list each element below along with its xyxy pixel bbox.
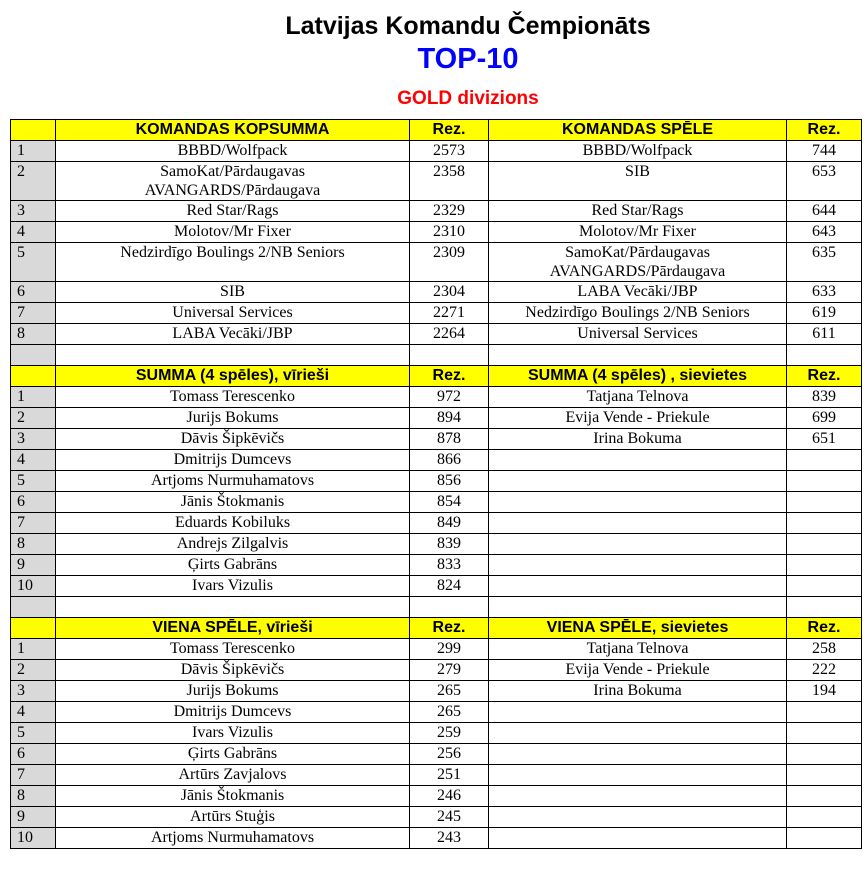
- right-rez-cell: 644: [787, 201, 862, 222]
- rank-cell: 1: [11, 141, 56, 162]
- left-rez-cell: 246: [410, 786, 489, 807]
- right-name-cell: Irina Bokuma: [489, 681, 787, 702]
- right-rez-cell: 619: [787, 303, 862, 324]
- empty-cell: [787, 345, 862, 366]
- left-name-cell: Dmitrijs Dumcevs: [56, 702, 410, 723]
- right-name-cell: [489, 723, 787, 744]
- section-header-row: [11, 120, 862, 141]
- right-name-cell: Nedzirdīgo Boulings 2/NB Seniors: [489, 303, 787, 324]
- right-rez-cell: [787, 744, 862, 765]
- right-name-cell: SIB: [489, 162, 787, 201]
- rank-cell: 8: [11, 786, 56, 807]
- table-row: [11, 141, 862, 162]
- left-name-cell: Artūrs Zavjalovs: [56, 765, 410, 786]
- table-row: [11, 324, 862, 345]
- right-rez-cell: 222: [787, 660, 862, 681]
- right-rez-cell: 611: [787, 324, 862, 345]
- right-column-header: VIENA SPĒLE, sievietes: [489, 618, 787, 639]
- table-row: [11, 723, 862, 744]
- document-subtitle: TOP-10: [417, 43, 519, 75]
- right-name-cell: [489, 786, 787, 807]
- right-name-cell: Tatjana Telnova: [489, 639, 787, 660]
- table-row: [11, 807, 862, 828]
- rank-cell: 6: [11, 282, 56, 303]
- rank-cell: 8: [11, 534, 56, 555]
- table-row: [11, 408, 862, 429]
- rank-cell: 1: [11, 639, 56, 660]
- left-name-cell: Dmitrijs Dumcevs: [56, 450, 410, 471]
- right-name-cell: Evija Vende - Priekule: [489, 408, 787, 429]
- right-rez-cell: [787, 513, 862, 534]
- right-name-cell: [489, 534, 787, 555]
- right-name-cell: Tatjana Telnova: [489, 387, 787, 408]
- rank-cell: 4: [11, 702, 56, 723]
- right-name-cell: BBBD/Wolfpack: [489, 141, 787, 162]
- right-rez-cell: [787, 828, 862, 849]
- rank-cell: [11, 597, 56, 618]
- left-name-cell: SIB: [56, 282, 410, 303]
- empty-cell: [489, 345, 787, 366]
- right-name-cell: [489, 807, 787, 828]
- left-name-cell: Artjoms Nurmuhamatovs: [56, 828, 410, 849]
- table-row: [11, 513, 862, 534]
- left-name-cell: Molotov/Mr Fixer: [56, 222, 410, 243]
- right-rez-cell: 635: [787, 243, 862, 282]
- right-name-cell: [489, 828, 787, 849]
- right-rez-cell: 839: [787, 387, 862, 408]
- left-rez-cell: 866: [410, 450, 489, 471]
- right-name-cell: [489, 513, 787, 534]
- rank-cell: 7: [11, 513, 56, 534]
- left-name-cell: Ivars Vizulis: [56, 576, 410, 597]
- section-header-row: [11, 618, 862, 639]
- right-rez-cell: [787, 702, 862, 723]
- left-rez-cell: 878: [410, 429, 489, 450]
- rank-cell: 5: [11, 471, 56, 492]
- right-rez-cell: [787, 555, 862, 576]
- left-rez-cell: 972: [410, 387, 489, 408]
- right-name-cell: LABA Vecāki/JBP: [489, 282, 787, 303]
- left-name-cell: Jānis Štokmanis: [56, 492, 410, 513]
- results-table: [10, 119, 862, 849]
- left-name-cell: LABA Vecāki/JBP: [56, 324, 410, 345]
- table-row: [11, 429, 862, 450]
- empty-cell: [787, 597, 862, 618]
- right-rez-cell: 194: [787, 681, 862, 702]
- table-row: [11, 303, 862, 324]
- rank-cell: 4: [11, 222, 56, 243]
- left-name-cell: Jurijs Bokums: [56, 408, 410, 429]
- left-rez-cell: 259: [410, 723, 489, 744]
- table-row: [11, 222, 862, 243]
- left-name-cell: Ivars Vizulis: [56, 723, 410, 744]
- left-name-cell: Jānis Štokmanis: [56, 786, 410, 807]
- right-rez-cell: 653: [787, 162, 862, 201]
- table-row: [11, 576, 862, 597]
- left-column-header: KOMANDAS KOPSUMMA: [56, 120, 410, 141]
- right-rez-cell: [787, 492, 862, 513]
- right-rez-cell: 699: [787, 408, 862, 429]
- header-blank: [11, 366, 56, 387]
- rank-cell: [11, 345, 56, 366]
- table-row: [11, 744, 862, 765]
- right-rez-cell: [787, 576, 862, 597]
- rank-cell: 7: [11, 303, 56, 324]
- section-header-row: [11, 366, 862, 387]
- right-name-cell: [489, 576, 787, 597]
- rank-cell: 3: [11, 429, 56, 450]
- table-row: [11, 162, 862, 201]
- left-name-cell: Dāvis Šipkēvičs: [56, 429, 410, 450]
- table-row: [11, 681, 862, 702]
- rank-cell: 4: [11, 450, 56, 471]
- table-row: [11, 387, 862, 408]
- left-rez-cell: 265: [410, 702, 489, 723]
- rank-cell: 5: [11, 243, 56, 282]
- table-row: [11, 828, 862, 849]
- left-rez-cell: 839: [410, 534, 489, 555]
- header-blank: [11, 120, 56, 141]
- right-rez-cell: [787, 786, 862, 807]
- right-rez-cell: 643: [787, 222, 862, 243]
- spacer-row: [11, 345, 862, 366]
- right-rez-header: Rez.: [787, 120, 862, 141]
- table-row: [11, 450, 862, 471]
- left-name-cell: Universal Services: [56, 303, 410, 324]
- left-name-cell: Tomass Terescenko: [56, 639, 410, 660]
- empty-cell: [56, 597, 410, 618]
- left-name-cell: Dāvis Šipkēvičs: [56, 660, 410, 681]
- right-rez-cell: [787, 450, 862, 471]
- rank-cell: 6: [11, 492, 56, 513]
- right-name-cell: [489, 492, 787, 513]
- table-row: [11, 243, 862, 282]
- right-name-cell: [489, 471, 787, 492]
- left-rez-cell: 854: [410, 492, 489, 513]
- right-rez-cell: 744: [787, 141, 862, 162]
- left-rez-header: Rez.: [410, 120, 489, 141]
- left-name-cell: Nedzirdīgo Boulings 2/NB Seniors: [56, 243, 410, 282]
- right-rez-cell: [787, 471, 862, 492]
- rank-cell: 10: [11, 828, 56, 849]
- right-column-header: KOMANDAS SPĒLE: [489, 120, 787, 141]
- left-rez-cell: 833: [410, 555, 489, 576]
- left-rez-cell: 824: [410, 576, 489, 597]
- table-row: [11, 282, 862, 303]
- left-rez-cell: 2271: [410, 303, 489, 324]
- left-rez-cell: 245: [410, 807, 489, 828]
- right-rez-cell: [787, 534, 862, 555]
- table-row: [11, 786, 862, 807]
- table-row: [11, 702, 862, 723]
- table-row: [11, 201, 862, 222]
- spacer-row: [11, 597, 862, 618]
- left-rez-cell: 2304: [410, 282, 489, 303]
- left-rez-cell: 251: [410, 765, 489, 786]
- right-name-cell: [489, 555, 787, 576]
- rank-cell: 8: [11, 324, 56, 345]
- table-row: [11, 492, 862, 513]
- table-row: [11, 534, 862, 555]
- left-rez-cell: 243: [410, 828, 489, 849]
- left-rez-cell: 2310: [410, 222, 489, 243]
- right-column-header: SUMMA (4 spēles) , sievietes: [489, 366, 787, 387]
- left-name-cell: Ģirts Gabrāns: [56, 744, 410, 765]
- right-name-cell: [489, 765, 787, 786]
- right-name-cell: Red Star/Rags: [489, 201, 787, 222]
- left-rez-cell: 2309: [410, 243, 489, 282]
- left-rez-cell: 2329: [410, 201, 489, 222]
- left-rez-cell: 2573: [410, 141, 489, 162]
- left-rez-cell: 2358: [410, 162, 489, 201]
- left-column-header: SUMMA (4 spēles), vīrieši: [56, 366, 410, 387]
- division-label: GOLD divizions: [397, 88, 539, 109]
- table-row: [11, 660, 862, 681]
- table-row: [11, 639, 862, 660]
- left-rez-cell: 256: [410, 744, 489, 765]
- left-rez-cell: 2264: [410, 324, 489, 345]
- rank-cell: 3: [11, 201, 56, 222]
- right-name-cell: [489, 450, 787, 471]
- right-name-cell: [489, 702, 787, 723]
- left-name-cell: SamoKat/Pārdaugavas AVANGARDS/Pārdaugava: [56, 162, 410, 201]
- right-name-cell: Universal Services: [489, 324, 787, 345]
- table-row: [11, 765, 862, 786]
- right-rez-cell: [787, 723, 862, 744]
- left-name-cell: Ģirts Gabrāns: [56, 555, 410, 576]
- left-name-cell: Artjoms Nurmuhamatovs: [56, 471, 410, 492]
- left-name-cell: BBBD/Wolfpack: [56, 141, 410, 162]
- header-blank: [11, 618, 56, 639]
- right-rez-cell: [787, 765, 862, 786]
- rank-cell: 2: [11, 162, 56, 201]
- right-rez-cell: [787, 807, 862, 828]
- left-name-cell: Tomass Terescenko: [56, 387, 410, 408]
- right-rez-cell: 633: [787, 282, 862, 303]
- right-name-cell: [489, 744, 787, 765]
- rank-cell: 5: [11, 723, 56, 744]
- right-rez-header: Rez.: [787, 366, 862, 387]
- left-rez-cell: 265: [410, 681, 489, 702]
- rank-cell: 9: [11, 555, 56, 576]
- left-rez-header: Rez.: [410, 366, 489, 387]
- left-name-cell: Artūrs Stuģis: [56, 807, 410, 828]
- left-rez-cell: 849: [410, 513, 489, 534]
- document-title: Latvijas Komandu Čempionāts: [285, 12, 651, 40]
- rank-cell: 10: [11, 576, 56, 597]
- right-rez-cell: 258: [787, 639, 862, 660]
- left-name-cell: Eduards Kobiluks: [56, 513, 410, 534]
- left-rez-cell: 894: [410, 408, 489, 429]
- right-rez-header: Rez.: [787, 618, 862, 639]
- rank-cell: 2: [11, 660, 56, 681]
- left-rez-cell: 856: [410, 471, 489, 492]
- right-name-cell: Evija Vende - Priekule: [489, 660, 787, 681]
- rank-cell: 7: [11, 765, 56, 786]
- table-row: [11, 555, 862, 576]
- left-rez-header: Rez.: [410, 618, 489, 639]
- rank-cell: 9: [11, 807, 56, 828]
- empty-cell: [489, 597, 787, 618]
- left-rez-cell: 299: [410, 639, 489, 660]
- left-name-cell: Red Star/Rags: [56, 201, 410, 222]
- rank-cell: 3: [11, 681, 56, 702]
- empty-cell: [56, 345, 410, 366]
- rank-cell: 6: [11, 744, 56, 765]
- table-row: [11, 471, 862, 492]
- right-rez-cell: 651: [787, 429, 862, 450]
- right-name-cell: Irina Bokuma: [489, 429, 787, 450]
- right-name-cell: SamoKat/Pārdaugavas AVANGARDS/Pārdaugava: [489, 243, 787, 282]
- rank-cell: 1: [11, 387, 56, 408]
- left-name-cell: Andrejs Zilgalvis: [56, 534, 410, 555]
- left-name-cell: Jurijs Bokums: [56, 681, 410, 702]
- left-rez-cell: 279: [410, 660, 489, 681]
- left-column-header: VIENA SPĒLE, vīrieši: [56, 618, 410, 639]
- empty-cell: [410, 345, 489, 366]
- right-name-cell: Molotov/Mr Fixer: [489, 222, 787, 243]
- rank-cell: 2: [11, 408, 56, 429]
- empty-cell: [410, 597, 489, 618]
